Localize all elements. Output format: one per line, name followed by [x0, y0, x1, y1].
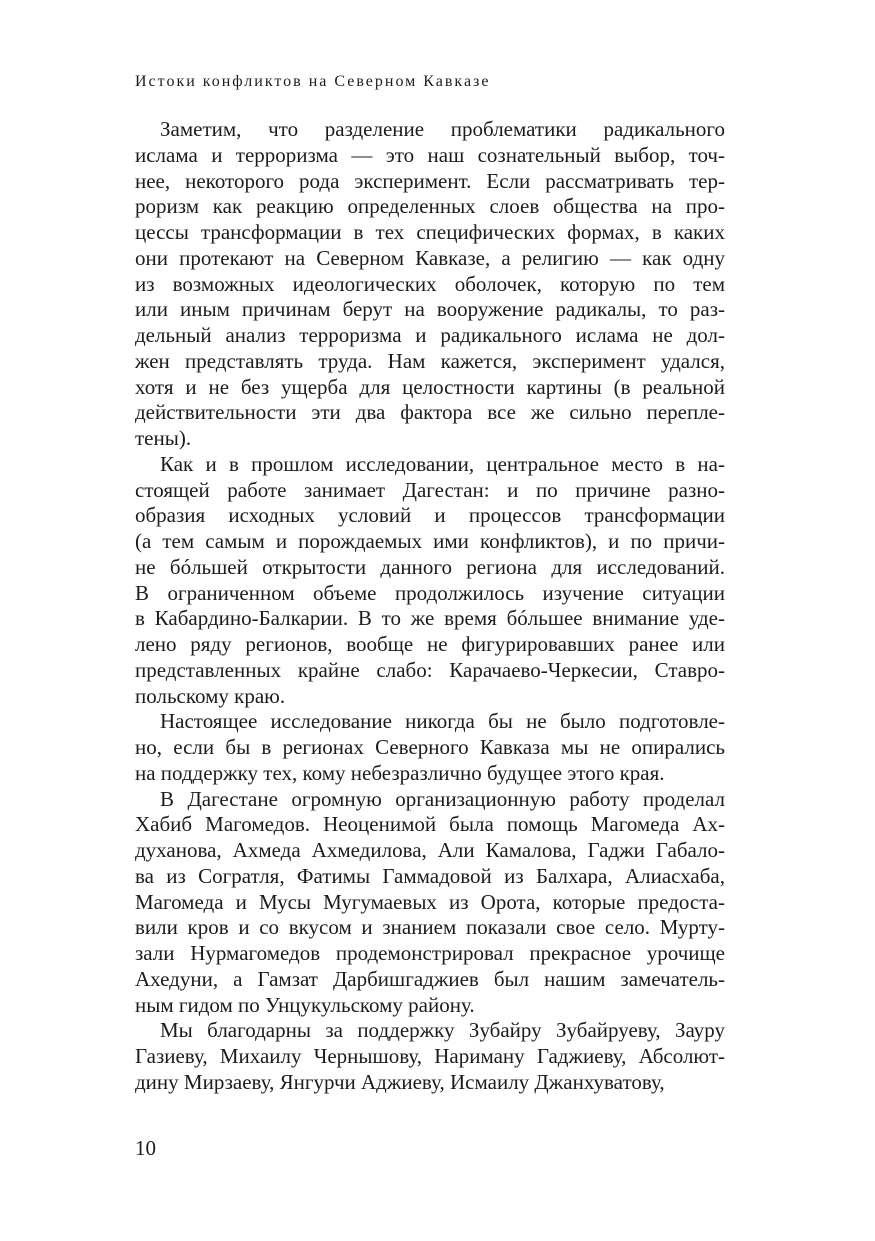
text-line: действительности эти два фактора все же сильно перепле-: [135, 400, 725, 425]
text-line: дину Мирзаеву, Янгурчи Аджиеву, Исмаилу Джанхуватову,: [135, 1069, 665, 1094]
text-line: дельный анализ терроризма и радикального ислама не дол-: [135, 323, 725, 347]
running-head: Истоки конфликтов на Северном Кавказе: [135, 73, 491, 90]
text-line: (а тем самым и порождаемых ими конфликтов), и по причи-: [135, 529, 725, 553]
text-line: вили кров и со вкусом и знанием показали свое село. Мурту-: [135, 915, 725, 940]
paragraph: [135, 117, 725, 452]
paragraph: [135, 709, 725, 786]
text-line: или иным причинам берут на вооружение радикалы, то раз-: [135, 297, 725, 322]
text-line: тены).: [135, 426, 192, 450]
text-line: образия исходных условий и процессов трансформации: [135, 503, 725, 528]
text-line: они протекают на Северном Кавказе, а религию — как одну: [135, 245, 725, 270]
text-line: Мы благодарны за поддержку Зубайру Зубайруеву, Зауру: [160, 1018, 725, 1043]
text-line: духанова, Ахмеда Ахмедилова, Али Камалова, Гаджи Габало-: [135, 838, 725, 862]
text-line: представленных крайне слабо: Карачаево-Черкесии, Ставро-: [135, 657, 725, 682]
text-line: польскому краю.: [135, 683, 286, 708]
text-line: ислама и терроризма — это наш сознательный выбор, точ-: [135, 142, 725, 167]
text-line: стоящей работе занимает Дагестан: и по причине разно-: [135, 477, 725, 502]
text-line: не бóльшей открытости данного региона для исследований.: [135, 554, 725, 579]
paragraph: [135, 787, 725, 1019]
body-text: [135, 117, 725, 1096]
text-line: Газиеву, Михаилу Чернышову, Нариману Гаджиеву, Абсолют-: [135, 1044, 725, 1068]
text-line: ва из Согратля, Фатимы Гаммадовой из Балхара, Алиасхаба,: [135, 863, 725, 888]
text-line: зали Нурмагомедов продемонстрировал прекрасное урочище: [135, 941, 725, 965]
text-line: Настоящее исследование никогда бы не было подготовле-: [160, 709, 725, 734]
text-line: нее, некоторого рода эксперимент. Если рассматривать тер-: [135, 168, 725, 193]
text-line: хотя и не без ущерба для целостности картины (в реальной: [135, 374, 725, 399]
page-number: 10: [135, 1136, 156, 1160]
text-line: В Дагестане огромную организационную работу проделал: [160, 786, 725, 811]
text-line: лено ряду регионов, вообще не фигурировавших ранее или: [135, 632, 725, 656]
text-line: но, если бы в регионах Северного Кавказа мы не опирались: [135, 735, 725, 759]
text-line: жен представлять труда. Нам кажется, эксперимент удался,: [135, 348, 725, 373]
text-line: цессы трансформации в тех специфических формах, в каких: [135, 220, 725, 244]
text-line: ным гидом по Унцукульскому району.: [135, 992, 475, 1017]
text-line: из возможных идеологических оболочек, которую по тем: [135, 271, 725, 296]
text-line: Заметим, что разделение проблематики радикального: [160, 117, 725, 141]
text-line: в Кабардино-Балкарии. В то же время бóльшее внимание уде-: [135, 606, 725, 631]
text-line: Магомеда и Мусы Мугумаевых из Орота, которые предоста-: [135, 889, 725, 914]
text-line: В ограниченном объеме продолжилось изучение ситуации: [135, 580, 725, 605]
paragraph: [135, 452, 725, 710]
paragraph: [135, 1018, 725, 1095]
text-line: роризм как реакцию определенных слоев общества на про-: [135, 194, 725, 219]
text-line: Как и в прошлом исследовании, центральное место в на-: [160, 451, 725, 476]
text-line: Ахедуни, а Гамзат Дарбишгаджиев был нашим замечатель-: [135, 966, 725, 991]
text-line: Хабиб Магомедов. Неоценимой была помощь Магомеда Ах-: [135, 812, 725, 837]
text-line: на поддержку тех, кому небезразлично будущее этого края.: [135, 760, 665, 785]
